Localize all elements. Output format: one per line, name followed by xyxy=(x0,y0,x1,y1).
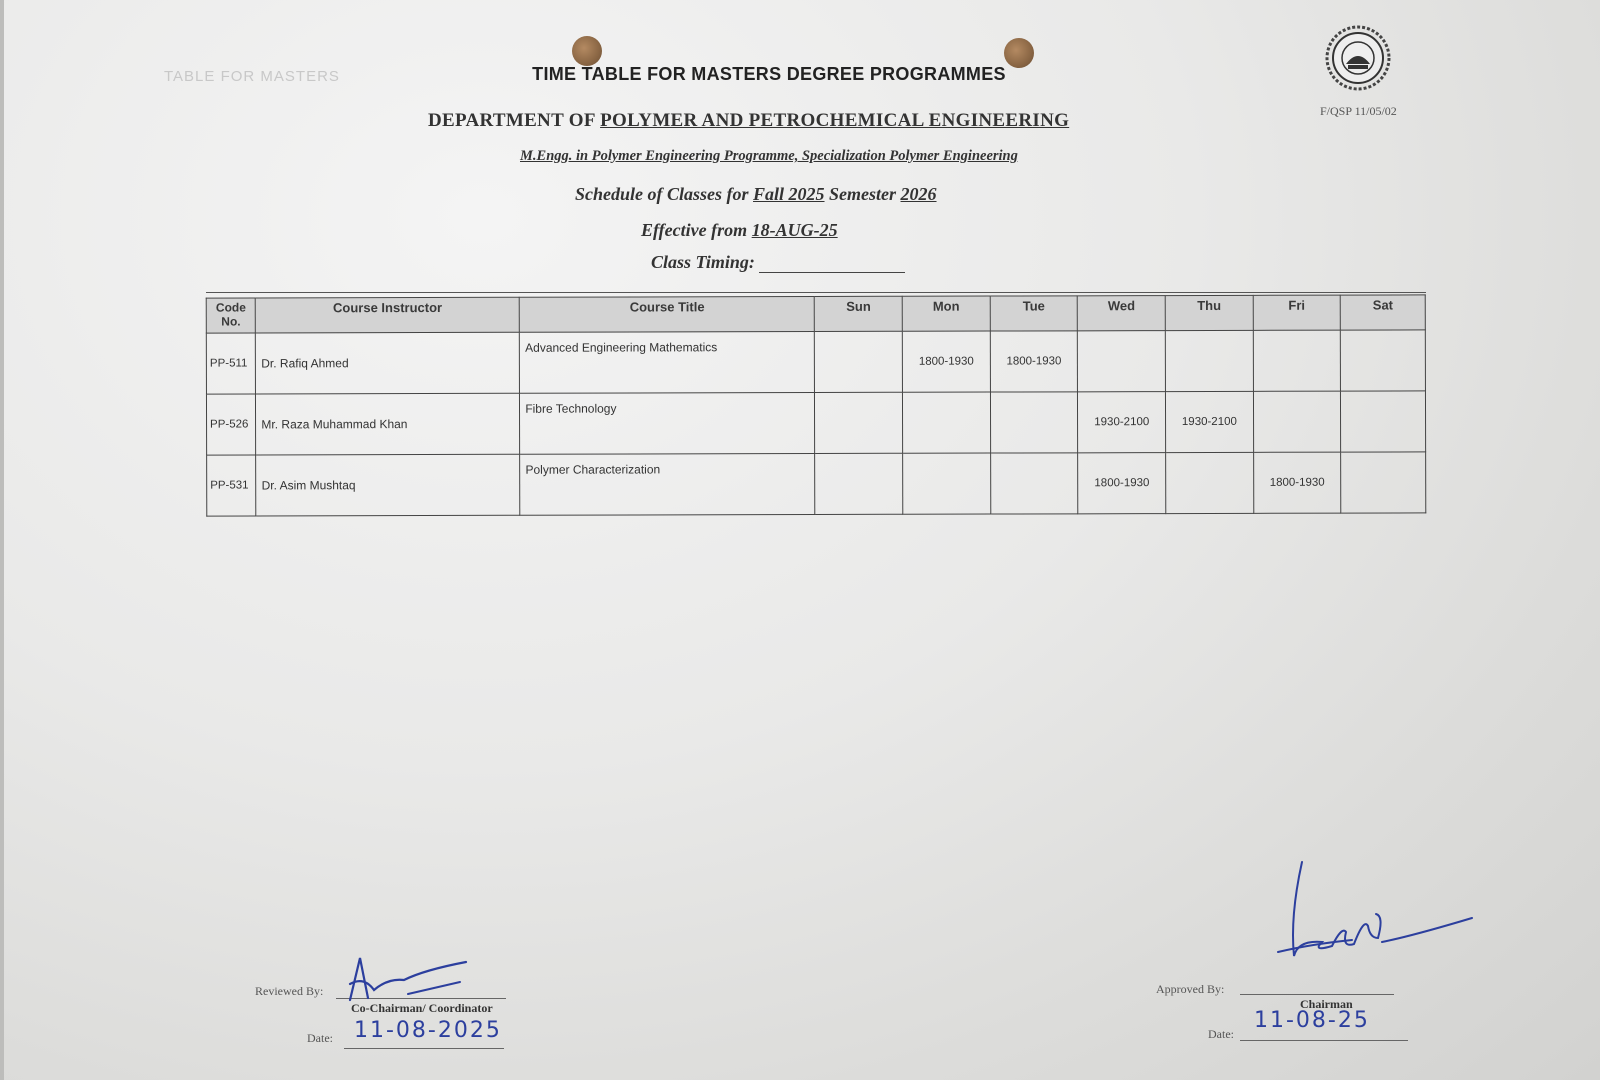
cell-code: PP-531 xyxy=(207,455,257,516)
header-title: Course Title xyxy=(520,297,815,333)
reviewed-role: Co-Chairman/ Coordinator xyxy=(351,1001,493,1015)
class-timing-line xyxy=(651,252,905,273)
cell-title: Advanced Engineering Mathematics xyxy=(520,332,815,394)
university-seal-icon xyxy=(1324,24,1392,92)
chairman-signature xyxy=(1272,856,1478,988)
cell-thu xyxy=(1165,330,1253,391)
cell-sun xyxy=(815,453,903,514)
table-header-row xyxy=(206,295,1425,333)
document-page xyxy=(4,0,1600,1080)
punch-hole-left xyxy=(572,36,602,66)
class-timing-blank xyxy=(759,256,905,273)
cell-tue xyxy=(990,392,1078,453)
program-line: M.Engg. in Polymer Engineering Programme, Specialization Polymer Engineering xyxy=(520,148,1018,164)
cell-sat xyxy=(1341,330,1426,391)
department-name: POLYMER AND PETROCHEMICAL ENGINEERING xyxy=(600,110,1070,131)
department-prefix: DEPARTMENT OF xyxy=(428,110,601,131)
term: Fall 2025 xyxy=(753,184,825,204)
cell-tue: 1800-1930 xyxy=(990,331,1078,392)
header-thu: Thu xyxy=(1165,295,1253,330)
cell-thu xyxy=(1166,452,1254,513)
approved-signature-line xyxy=(1240,994,1394,995)
department-heading xyxy=(428,110,1069,132)
cell-sun xyxy=(815,392,903,453)
header-sun: Sun xyxy=(815,296,903,331)
cell-tue xyxy=(990,453,1078,514)
cell-title: Fibre Technology xyxy=(520,393,815,455)
class-timing-label: Class Timing: xyxy=(651,252,755,272)
effective-prefix: Effective from xyxy=(641,220,752,240)
cell-instructor: Dr. Asim Mushtaq xyxy=(256,454,520,516)
cell-wed: 1930-2100 xyxy=(1078,392,1166,453)
reviewed-date: 11-08-2025 xyxy=(354,1018,502,1043)
table-row xyxy=(206,330,1425,394)
effective-line xyxy=(641,220,848,241)
form-code: F/QSP 11/05/02 xyxy=(1320,104,1397,118)
header-mon: Mon xyxy=(902,296,990,331)
cell-sun xyxy=(815,331,903,392)
cell-instructor: Dr. Rafiq Ahmed xyxy=(256,332,520,394)
cell-mon xyxy=(903,392,991,453)
semester-year: 2026 xyxy=(900,184,937,204)
cell-mon: 1800-1930 xyxy=(902,331,990,392)
cell-fri xyxy=(1253,330,1341,391)
header-wed: Wed xyxy=(1078,296,1166,331)
cell-sat xyxy=(1341,452,1426,513)
header-tue: Tue xyxy=(990,296,1078,331)
table-top-rule xyxy=(206,292,1426,293)
approved-date-line xyxy=(1240,1040,1408,1041)
schedule-line xyxy=(575,184,937,205)
document-title: TIME TABLE FOR MASTERS DEGREE PROGRAMMES xyxy=(532,64,1006,84)
schedule-prefix: Schedule of Classes for xyxy=(575,184,754,204)
header-sat: Sat xyxy=(1341,295,1426,330)
reviewed-date-label: Date: xyxy=(307,1031,333,1045)
cell-code: PP-511 xyxy=(206,333,256,394)
cell-fri: 1800-1930 xyxy=(1253,452,1341,513)
cell-thu: 1930-2100 xyxy=(1165,391,1253,452)
cell-mon xyxy=(903,453,991,514)
table-row xyxy=(207,452,1426,516)
approved-date-label: Date: xyxy=(1208,1027,1234,1041)
effective-date: 18-AUG-25 xyxy=(751,220,838,240)
cell-title: Polymer Characterization xyxy=(520,454,815,516)
reviewed-date-line xyxy=(344,1048,504,1049)
table-row xyxy=(206,391,1425,455)
cell-fri xyxy=(1253,391,1341,452)
approved-role: Chairman xyxy=(1300,997,1353,1011)
semester-label: Semester xyxy=(824,184,901,204)
timetable xyxy=(206,294,1427,516)
cell-instructor: Mr. Raza Muhammad Khan xyxy=(256,393,520,455)
header-fri: Fri xyxy=(1253,295,1341,330)
cell-sat xyxy=(1341,391,1426,452)
bleed-through-text: TABLE FOR MASTERS xyxy=(164,68,340,85)
approved-date: 11-08-25 xyxy=(1254,1008,1370,1033)
header-code: Code No. xyxy=(206,298,255,333)
approved-by-label: Approved By: xyxy=(1156,982,1225,996)
header-instructor: Course Instructor xyxy=(256,297,520,333)
cell-wed: 1800-1930 xyxy=(1078,453,1166,514)
cell-code: PP-526 xyxy=(206,394,256,455)
reviewed-by-label: Reviewed By: xyxy=(255,984,324,998)
reviewer-signature xyxy=(344,950,484,1006)
cell-wed xyxy=(1078,331,1166,392)
